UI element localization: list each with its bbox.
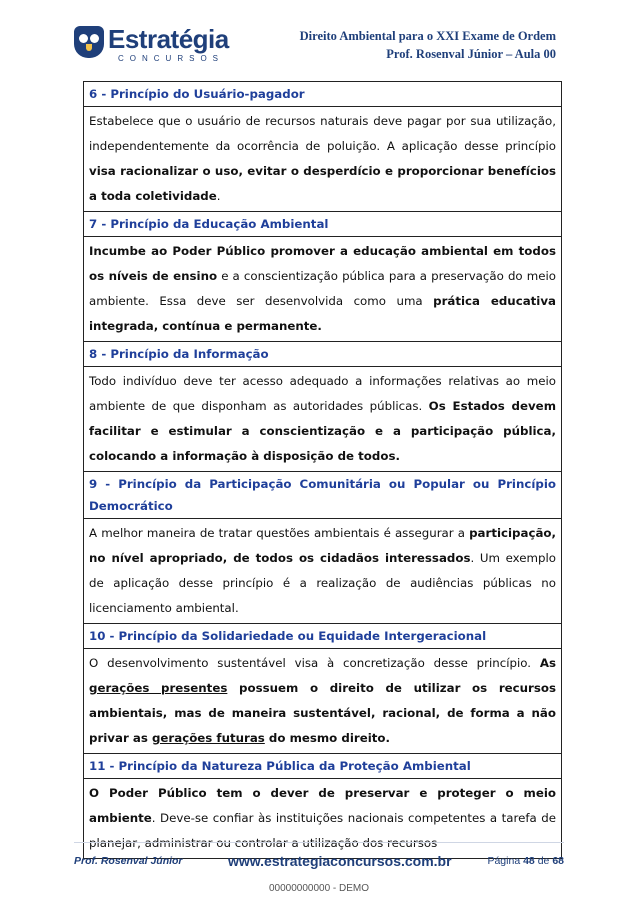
logo-subtitle: CONCURSOS [118,54,225,63]
header-title [300,27,556,63]
demo-watermark: 00000000000 - DEMO [268,883,370,894]
principle-text: Incumbe ao Poder Público promover a educação ambiental em todos os níveis de ensino e a conscientização pública para a preservação do meio ambiente. Essa deve ser desenvolvida como uma prática educativa integrada, contínua e permanente. [84,237,562,342]
principles-table [83,81,562,859]
principle-text: Todo indivíduo deve ter acesso adequado a informações relativas ao meio ambiente de que disponham as autoridades públicas. Os Estados devem facilitar e estimular a conscientização e a participação pública, colocando a informação à disposição de todos. [84,367,562,472]
table-row [84,212,562,237]
table-row [84,649,562,754]
lesson-title: Prof. Rosenval Júnior – Aula 00 [386,47,556,61]
page-header [0,0,638,70]
page-number: Página 48 de 68 [487,855,564,867]
owl-icon [74,26,104,58]
principle-heading: 10 - Princípio da Solidariedade ou Equidade Intergeracional [84,624,562,649]
principle-text: Estabelece que o usuário de recursos naturais deve pagar por sua utilização, independentemente da ocorrência de poluição. A aplicação desse princípio visa racionalizar o uso, evitar o desperdício e proporcionar benefícios a toda coletividade. [84,107,562,212]
table-row [84,82,562,107]
estrategia-logo [74,26,234,66]
footer-website-link[interactable]: www.estrategiaconcursos.com.br [228,853,452,869]
table-row [84,237,562,342]
page-footer [74,842,564,873]
principle-text: A melhor maneira de tratar questões ambientais é assegurar a participação, no nível apropriado, de todos os cidadãos interessados. Um exemplo de aplicação desse princípio é a realização de audiências públicas no licenciamento ambiental. [84,519,562,624]
logo-name: Estratégia [108,24,229,54]
principle-heading: 7 - Princípio da Educação Ambiental [84,212,562,237]
principle-text: O Poder Público tem o dever de preservar e proteger o meio ambiente. Deve-se confiar às instituições nacionais competentes a tarefa de planejar, administrar ou controlar a utilização dos recursos [84,779,562,859]
table-row [84,342,562,367]
table-row [84,472,562,519]
principle-heading: 9 - Princípio da Participação Comunitária ou Popular ou Princípio Democrático [84,472,562,519]
principle-heading: 6 - Princípio do Usuário-pagador [84,82,562,107]
course-title: Direito Ambiental para o XXI Exame de Ordem [299,29,556,43]
footer-author: Prof. Rosenval Júnior [74,855,183,867]
table-row [84,367,562,472]
principle-heading: 11 - Princípio da Natureza Pública da Proteção Ambiental [84,754,562,779]
table-row [84,107,562,212]
table-row [84,624,562,649]
table-row [84,519,562,624]
table-row [84,754,562,779]
principle-heading: 8 - Princípio da Informação [84,342,562,367]
principle-text: O desenvolvimento sustentável visa à concretização desse princípio. As gerações presentes possuem o direito de utilizar os recursos ambientais, mas de maneira sustentável, racional, de forma a não privar as gerações futuras do mesmo direito. [84,649,562,754]
